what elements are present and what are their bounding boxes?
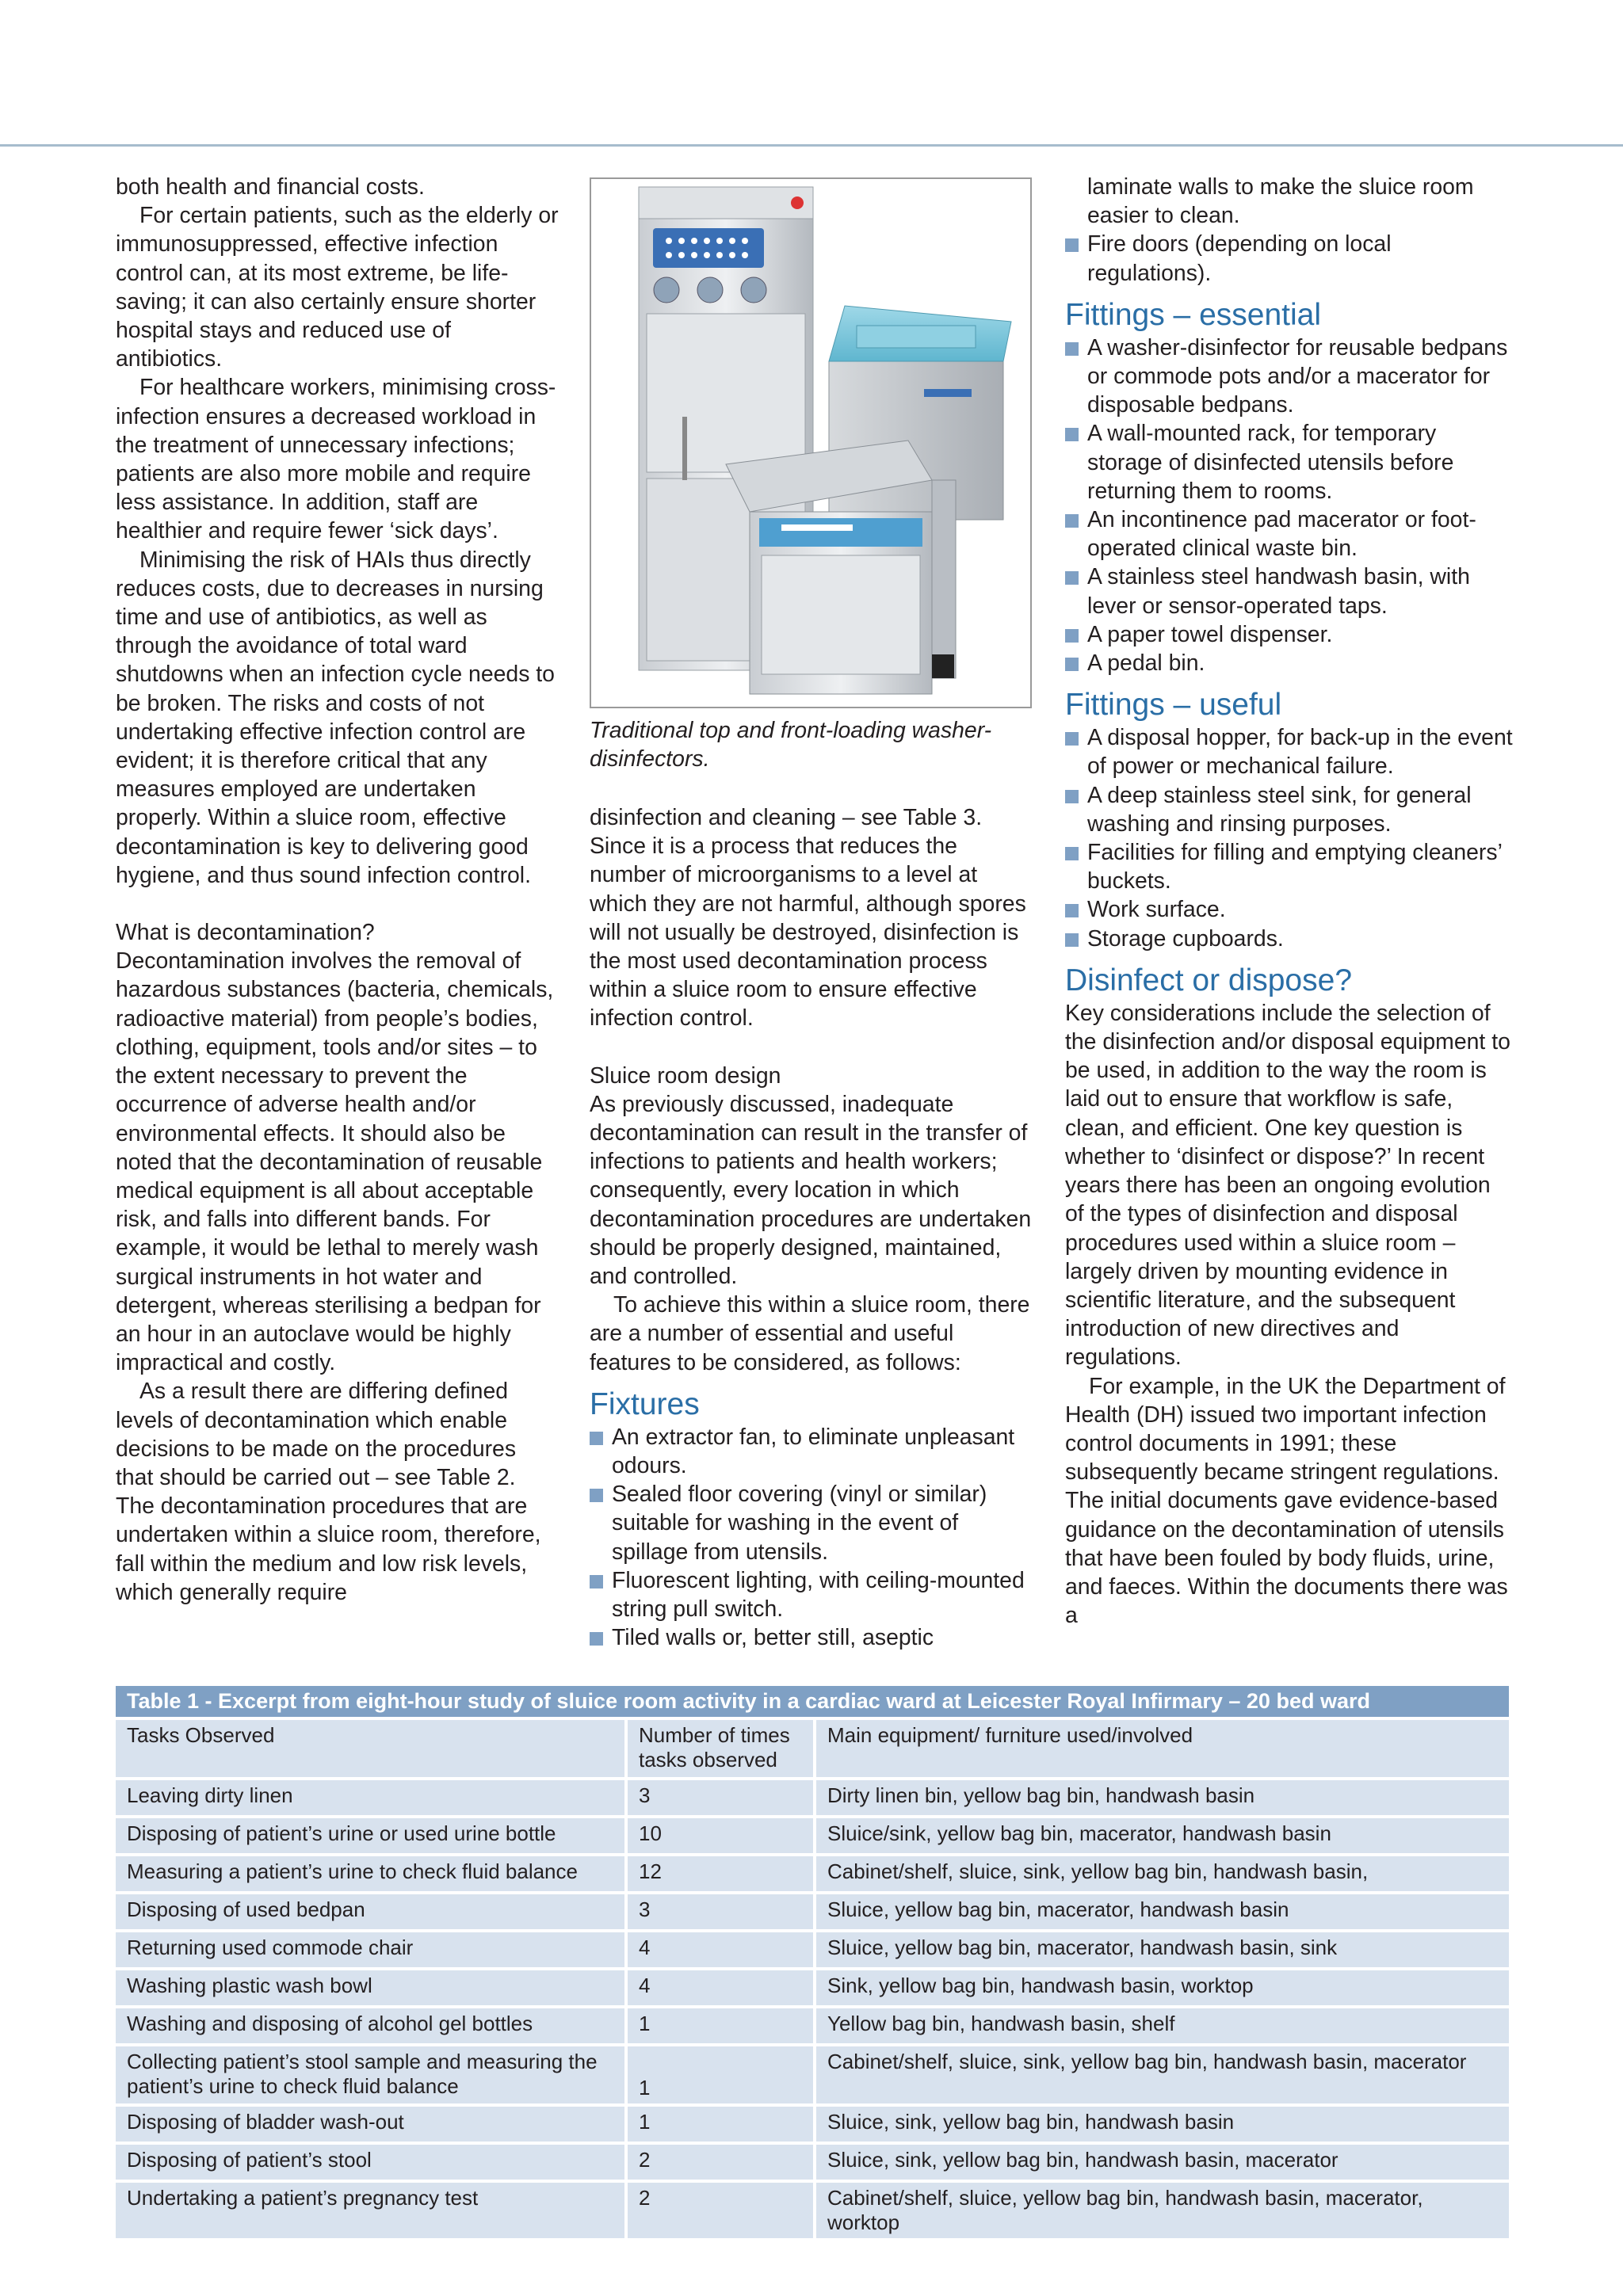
list-item: A disposal hopper, for back-up in the event of power or mechanical failure. xyxy=(1065,723,1515,780)
section-heading-fittings-essential: Fittings – essential xyxy=(1065,297,1321,332)
paragraph: To achieve this within a sluice room, there are a number of essential and useful features to be considered, as follows: xyxy=(590,1292,1030,1375)
table-cell: Measuring a patient’s urine to check fluid balance xyxy=(116,1855,626,1893)
table-cell: Cabinet/shelf, sluice, sink, yellow bag bin, handwash basin, macerator xyxy=(815,2045,1509,2105)
useful-list xyxy=(1065,723,1515,953)
list-item: Facilities for filling and emptying cleaners’ buckets. xyxy=(1065,838,1515,895)
table-title: Table 1 - Excerpt from eight-hour study of sluice room activity in a cardiac ward at Leicester Royal Infirmary – 20 bed ward xyxy=(116,1686,1509,1718)
washer-disinfectors-photo xyxy=(590,177,1032,708)
table-cell: 1 xyxy=(626,2105,815,2143)
list-item: Tiled walls or, better still, aseptic xyxy=(590,1623,1035,1652)
washer-disinfector-illustration xyxy=(591,179,1030,707)
list-item: A wall-mounted rack, for temporary storage of disinfected utensils before returning them to rooms. xyxy=(1065,419,1515,505)
table-cell: Undertaking a patient’s pregnancy test xyxy=(116,2181,626,2240)
column-header: Number of times tasks observed xyxy=(626,1718,815,1779)
subheading-sluice-room-design: Sluice room design xyxy=(590,1062,781,1089)
table-cell: Sluice, yellow bag bin, macerator, handwash basin, sink xyxy=(815,1931,1509,1969)
list-item: Fluorescent lighting, with ceiling-mounted string pull switch. xyxy=(590,1566,1035,1623)
paragraph: Minimising the risk of HAIs thus directly reduces costs, due to decreases in nursing time and use of antibiotics, as well as through the avoidance of total ward shutdowns when an infection cycle needs to be broken. The risks and costs of not undertaking effective infection control are evident; it is therefore critical that any measures employed are undertaken properly. Within a sluice room, effective decontamination is key to delivering good hygiene, and thus sound infection control. xyxy=(116,547,555,888)
table-cell: Collecting patient’s stool sample and measuring the patient’s urine to check fluid balance xyxy=(116,2045,626,2105)
list-item: An extractor fan, to eliminate unpleasant odours. xyxy=(590,1423,1035,1480)
table-cell: 3 xyxy=(626,1779,815,1817)
table-cell: Sluice, sink, yellow bag bin, handwash basin, macerator xyxy=(815,2143,1509,2181)
table-row xyxy=(116,1855,1509,1893)
table-cell: Sluice, yellow bag bin, macerator, handwash basin xyxy=(815,1893,1509,1931)
paragraph: For healthcare workers, minimising cross-infection ensures a decreased workload in the treatment of unnecessary infections; patients are also more mobile and require less assistance. In addition, staff are healthier and require fewer ‘sick days’. xyxy=(116,375,556,544)
table-row xyxy=(116,2143,1509,2181)
table-cell: Dirty linen bin, yellow bag bin, handwash basin xyxy=(815,1779,1509,1817)
paragraph: Key considerations include the selection of the disinfection and/or disposal equipment to be used, in addition to the way the room is laid out to ensure that workflow is safe, clean, and efficient. One key question is whether to ‘disinfect or dispose?’ In recent years there has been an ongoing evolution of the types of disinfection and disposal procedures used within a sluice room – largely driven by mounting evidence in scientific literature, and the subsequent introduction of new directives and regulations. xyxy=(1065,1000,1510,1371)
list-item: A deep stainless steel sink, for general washing and rinsing purposes. xyxy=(1065,781,1515,838)
list-item: A pedal bin. xyxy=(1065,649,1515,677)
table-row xyxy=(116,1893,1509,1931)
paragraph: As previously discussed, inadequate decontamination can result in the transfer of infections to patients and health workers; consequently, every location in which decontamination procedures are undertaken should be properly designed, maintained, and controlled. xyxy=(590,1091,1032,1290)
column-header: Main equipment/ furniture used/involved xyxy=(815,1718,1509,1779)
table-row xyxy=(116,1931,1509,1969)
column-3 xyxy=(1065,173,1515,1630)
table-cell: 1 xyxy=(626,2045,815,2105)
table-cell: 12 xyxy=(626,1855,815,1893)
table-cell: Disposing of patient’s stool xyxy=(116,2143,626,2181)
table-cell: Yellow bag bin, handwash basin, shelf xyxy=(815,2007,1509,2045)
list-item: Sealed floor covering (vinyl or similar) suitable for washing in the event of spillage from utensils. xyxy=(590,1480,1035,1566)
table-row xyxy=(116,2007,1509,2045)
paragraph: For certain patients, such as the elderly or immunosuppressed, effective infection control can, at its most extreme, be life-saving; it can also certainly ensure shorter hospital stays and reduced use of antibiotics. xyxy=(116,203,559,372)
table-row xyxy=(116,1817,1509,1855)
essential-list xyxy=(1065,334,1515,677)
column-1 xyxy=(116,173,559,1607)
section-heading-fittings-useful: Fittings – useful xyxy=(1065,688,1282,723)
list-item: Storage cupboards. xyxy=(1065,925,1515,953)
table-row xyxy=(116,2181,1509,2240)
paragraph: disinfection and cleaning – see Table 3. Since it is a process that reduces the number of microorganisms to a level at which they are not harmful, although spores will not usually be destroyed, disinfection is the most used decontamination process within a sluice room to ensure effective infection control. xyxy=(590,805,1026,1032)
list-item: A paper towel dispenser. xyxy=(1065,620,1515,649)
column-header: Tasks Observed xyxy=(116,1718,626,1779)
list-item: An incontinence pad macerator or foot-operated clinical waste bin. xyxy=(1065,505,1515,563)
table-cell: Sluice, sink, yellow bag bin, handwash basin xyxy=(815,2105,1509,2143)
table-cell: Sluice/sink, yellow bag bin, macerator, handwash basin xyxy=(815,1817,1509,1855)
table-cell: 3 xyxy=(626,1893,815,1931)
list-continuation: laminate walls to make the sluice room easier to clean. xyxy=(1087,174,1474,229)
section-heading-disinfect-or-dispose: Disinfect or dispose? xyxy=(1065,963,1353,997)
table-cell: 1 xyxy=(626,2007,815,2045)
column-2 xyxy=(590,803,1035,1652)
list-item: Fire doors (depending on local regulations). xyxy=(1065,230,1515,287)
table-row xyxy=(116,2045,1509,2105)
table-cell: Cabinet/shelf, sluice, sink, yellow bag bin, handwash basin, xyxy=(815,1855,1509,1893)
table-cell: Disposing of patient’s urine or used urine bottle xyxy=(116,1817,626,1855)
subheading-decontamination: What is decontamination? xyxy=(116,920,375,946)
table-cell: 2 xyxy=(626,2143,815,2181)
table-cell: Washing plastic wash bowl xyxy=(116,1969,626,2007)
table-title-row xyxy=(116,1686,1509,1718)
table-cell: 10 xyxy=(626,1817,815,1855)
paragraph: both health and financial costs. xyxy=(116,174,425,200)
table-cell: 4 xyxy=(626,1931,815,1969)
table-cell: Leaving dirty linen xyxy=(116,1779,626,1817)
paragraph: Decontamination involves the removal of hazardous substances (bacteria, chemicals, radioactive material) from people’s bodies, clothing, equipment, tools and/or sites – to the extent necessary to prevent the occurrence of adverse health and/or environmental effects. It should also be noted that the decontamination of reusable medical equipment is all about acceptable risk, and falls into different bands. For example, it would be lethal to merely wash surgical instruments in hot water and detergent, whereas sterilising a bedpan for an hour in an autoclave would be highly impractical and costly. xyxy=(116,948,554,1376)
list-item: A stainless steel handwash basin, with lever or sensor-operated taps. xyxy=(1065,563,1515,620)
table-cell: Returning used commode chair xyxy=(116,1931,626,1969)
table-row xyxy=(116,1779,1509,1817)
table-cell: 2 xyxy=(626,2181,815,2240)
table-cell: Sink, yellow bag bin, handwash basin, worktop xyxy=(815,1969,1509,2007)
section-heading-fixtures: Fixtures xyxy=(590,1386,700,1421)
table-row xyxy=(116,2105,1509,2143)
paragraph: As a result there are differing defined levels of decontamination which enable decisions to be made on the procedures that should be carried out – see Table 2. The decontamination procedures that are undertaken within a sluice room, therefore, fall within the medium and low risk levels, which generally require xyxy=(116,1379,541,1605)
table-cell: Washing and disposing of alcohol gel bottles xyxy=(116,2007,626,2045)
table-cell: 4 xyxy=(626,1969,815,2007)
fixtures-list-continued xyxy=(1065,230,1515,287)
list-item: A washer-disinfector for reusable bedpans or commode pots and/or a macerator for disposable bedpans. xyxy=(1065,334,1515,420)
header-rule xyxy=(0,144,1623,147)
figure-caption: Traditional top and front-loading washer-disinfectors. xyxy=(590,718,992,772)
fixtures-list xyxy=(590,1423,1035,1653)
table-cell: Disposing of used bedpan xyxy=(116,1893,626,1931)
table-cell: Disposing of bladder wash-out xyxy=(116,2105,626,2143)
list-item: Work surface. xyxy=(1065,895,1515,924)
table-cell: Cabinet/shelf, sluice, yellow bag bin, handwash basin, macerator, worktop xyxy=(815,2181,1509,2240)
table-header-row xyxy=(116,1718,1509,1779)
table-1 xyxy=(116,1686,1509,2241)
table-row xyxy=(116,1969,1509,2007)
paragraph: For example, in the UK the Department of Health (DH) issued two important infection control documents in 1991; these subsequently became stringent regulations. The initial documents gave evidence-based guidance on the decontamination of utensils that have been fouled by body fluids, urine, and faeces. Within the documents there was a xyxy=(1065,1373,1508,1629)
